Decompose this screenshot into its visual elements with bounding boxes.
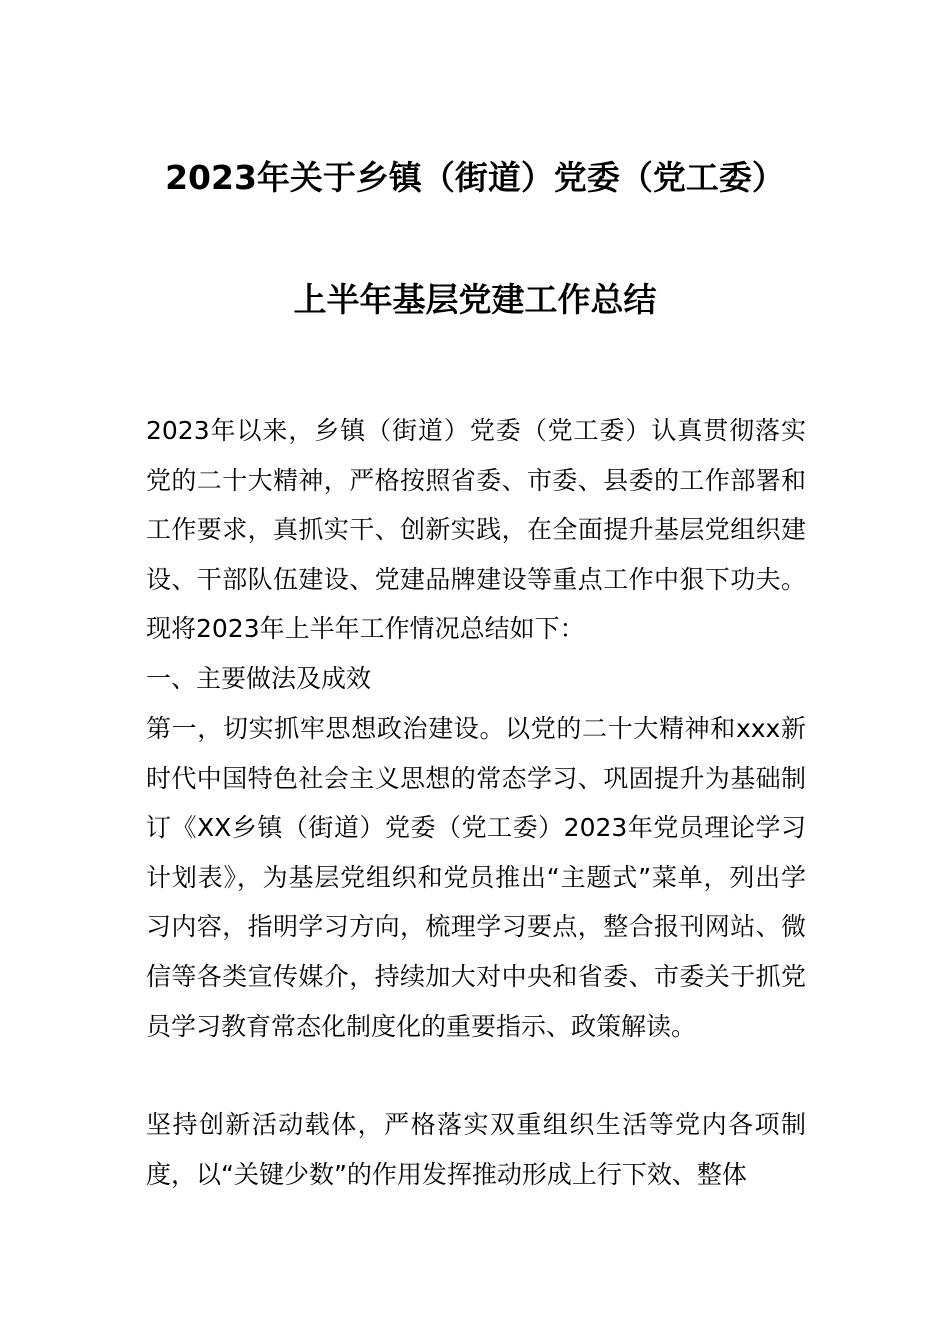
section-heading-text: 一、主要做法及成效 (146, 664, 372, 693)
document-title-line-1: 2023年关于乡镇（街道）党委（党工委） (165, 158, 785, 197)
body-paragraph-2 (146, 1100, 806, 1199)
document-title-line-2: 上半年基层党建工作总结 (293, 280, 657, 319)
body-paragraph-2-text: 坚持创新活动载体，严格落实双重组织生活等党内各项制度，以“关键少数”的作用发挥推动形成上行下效、整体 (146, 1110, 806, 1189)
intro-paragraph (146, 406, 806, 654)
intro-text: 2023年以来，乡镇（街道）党委（党工委）认真贯彻落实党的二十大精神，严格按照省委、市委、县委的工作部署和工作要求，真抓实干、创新实践，在全面提升基层党组织建设、干部队伍建设、党建品牌建设等重点工作中狠下功夫。现将2023年上半年工作情况总结如下： (146, 416, 806, 644)
body-paragraph-1 (146, 704, 806, 1051)
section-heading (146, 654, 806, 704)
body-paragraph-1-text: 第一，切实抓牢思想政治建设。以党的二十大精神和xxx新时代中国特色社会主义思想的常态学习、巩固提升为基础制订《XX乡镇（街道）党委（党工委）2023年党员理论学习计划表》，为基层党组织和党员推出“主题式”菜单，列出学习内容，指明学习方向，梳理学习要点，整合报刊网站、微信等各类宣传媒介，持续加大对中央和省委、市委关于抓党员学习教育常态化制度化的重要指示、政策解读。 (146, 714, 806, 1041)
